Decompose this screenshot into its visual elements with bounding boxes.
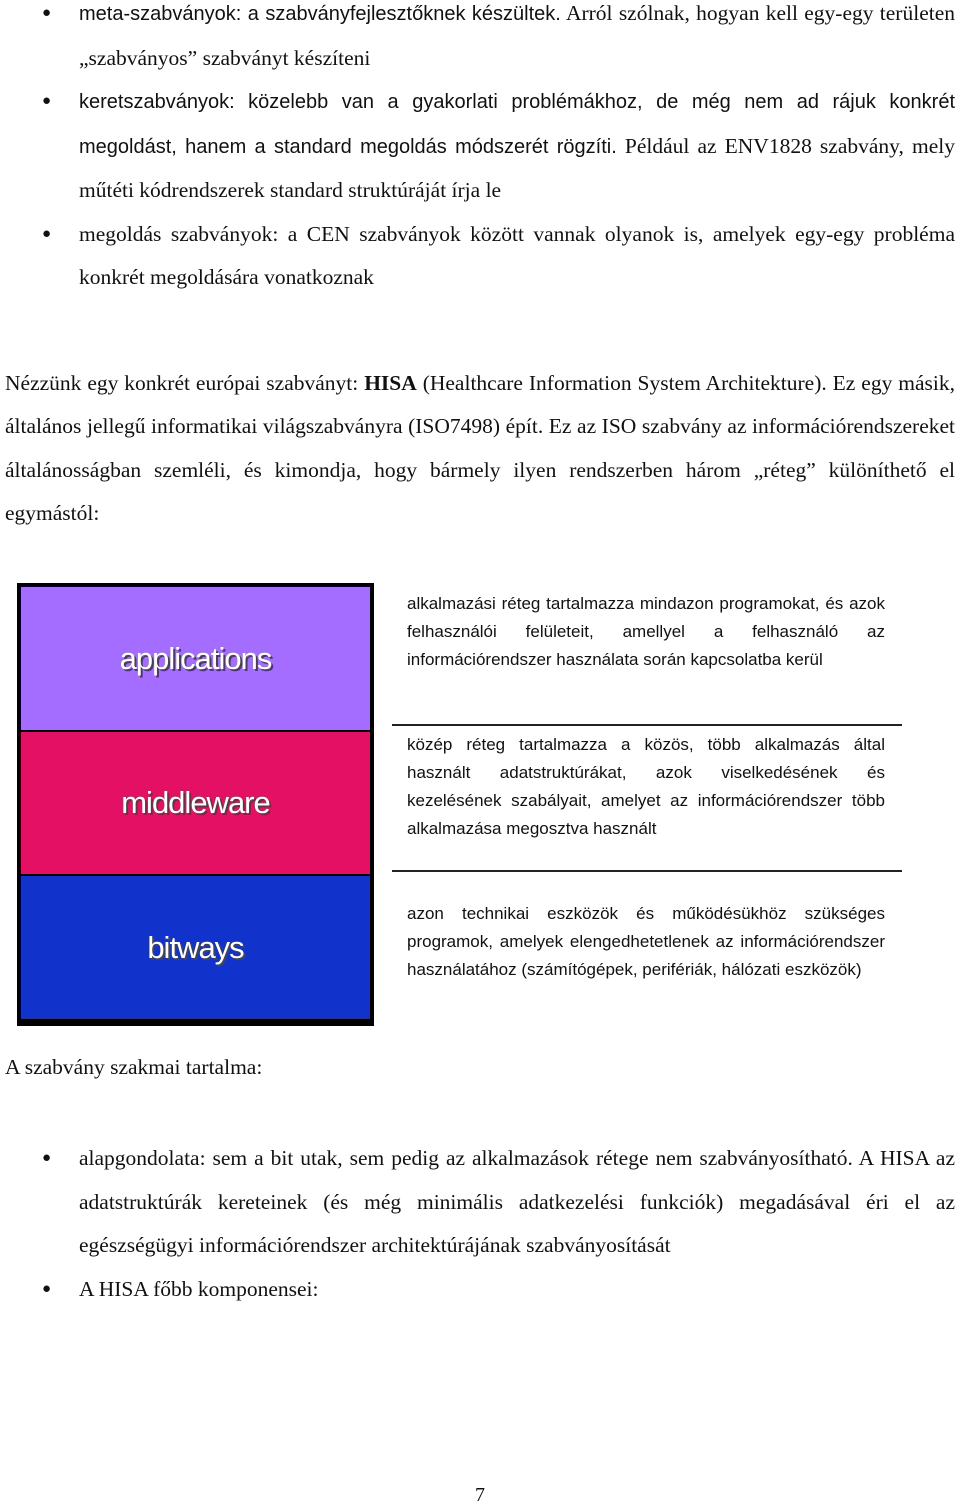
applications-description: alkalmazási réteg tartalmazza mindazon programokat, és azok felhasználói felületeit, amellyel a felhasználó az információrendszer használata során kapcsolatba kerül <box>407 594 885 669</box>
paragraph-text: (Healthcare Information System Architekture). Ez egy másik, általános jellegű informatikai világszabványra (ISO7498) épít. Ez az ISO szabvány az információrendszereket általánosságban szemléli, és kimondja, hogy bármely ilyen rendszerben három „réteg” különíthető el egymástól: <box>5 370 955 525</box>
bullet-icon: ● <box>42 1150 52 1166</box>
list-item-text: Arról szólnak, hogyan kell egy-egy területen „szabványos” szabványt készíteni <box>79 1 955 70</box>
list-item <box>0 80 960 213</box>
section-caption: A szabvány szakmai tartalma: <box>5 1055 263 1079</box>
page-number: 7 <box>475 1484 485 1506</box>
list-item <box>0 1137 960 1268</box>
list-item-text: Például az ENV1828 szabvány, mely műtéti kódrendszerek standard struktúráját írja le <box>79 133 956 202</box>
list-item-text: A HISA főbb komponensei: <box>79 1276 319 1301</box>
bullet-icon: ● <box>42 93 52 109</box>
list-item <box>0 1268 960 1312</box>
applications-layer-label: applications <box>119 640 272 676</box>
list-item-text: megoldás szabványok: a CEN szabványok között vannak olyanok is, amelyek egy-egy probléma konkrét megoldására vonatkoznak <box>79 221 955 289</box>
list-item <box>0 0 960 80</box>
middleware-layer-label: middleware <box>121 785 270 820</box>
hisa-content-list <box>0 1137 960 1311</box>
bullet-icon: ● <box>42 225 52 242</box>
standard-types-list <box>0 0 960 300</box>
divider <box>392 870 902 872</box>
list-item-text-sans: meta-szabványok: a szabványfejlesztőknek készültek. <box>79 3 561 25</box>
hisa-bold: HISA <box>364 370 417 395</box>
bitways-layer-label: bitways <box>147 929 244 965</box>
bitways-description: azon technikai eszközök és működésükhöz szükséges programok, amelyek elengedhetetlenek az információrendszer használatához (számítógépek, perifériák, hálózati eszközök) <box>407 904 885 979</box>
hisa-paragraph <box>5 362 955 536</box>
middleware-layer <box>21 732 370 874</box>
bullet-icon: ● <box>42 1280 52 1297</box>
list-item-text-sans: keretszabványok: közelebb van a gyakorlati problémákhoz, de még nem ad rájuk konkrét megoldást, hanem a standard megoldás módszerét rögzíti. <box>79 91 955 158</box>
bullet-icon: ● <box>42 5 52 21</box>
list-item <box>0 213 960 300</box>
paragraph-text: Nézzünk egy konkrét európai szabványt: <box>5 370 365 395</box>
bitways-layer <box>21 876 370 1019</box>
middleware-description: közép réteg tartalmazza a közös, több alkalmazás által használt adatstruktúrákat, azok viselkedésének és kezelésének szabályait, amelyet az információrendszer több alkalmazása megosztva használt <box>407 735 885 838</box>
applications-layer <box>21 587 370 730</box>
divider <box>392 724 902 726</box>
list-item-text: alapgondolata: sem a bit utak, sem pedig az alkalmazások rétege nem szabványosítható. A HISA az adatstruktúrák kereteinek (és még minimális adatkezelési funkciók) megadásával éri el az egészségügyi információrendszer architektúrájának szabványosítását <box>79 1146 955 1257</box>
layer-diagram <box>17 583 374 1026</box>
